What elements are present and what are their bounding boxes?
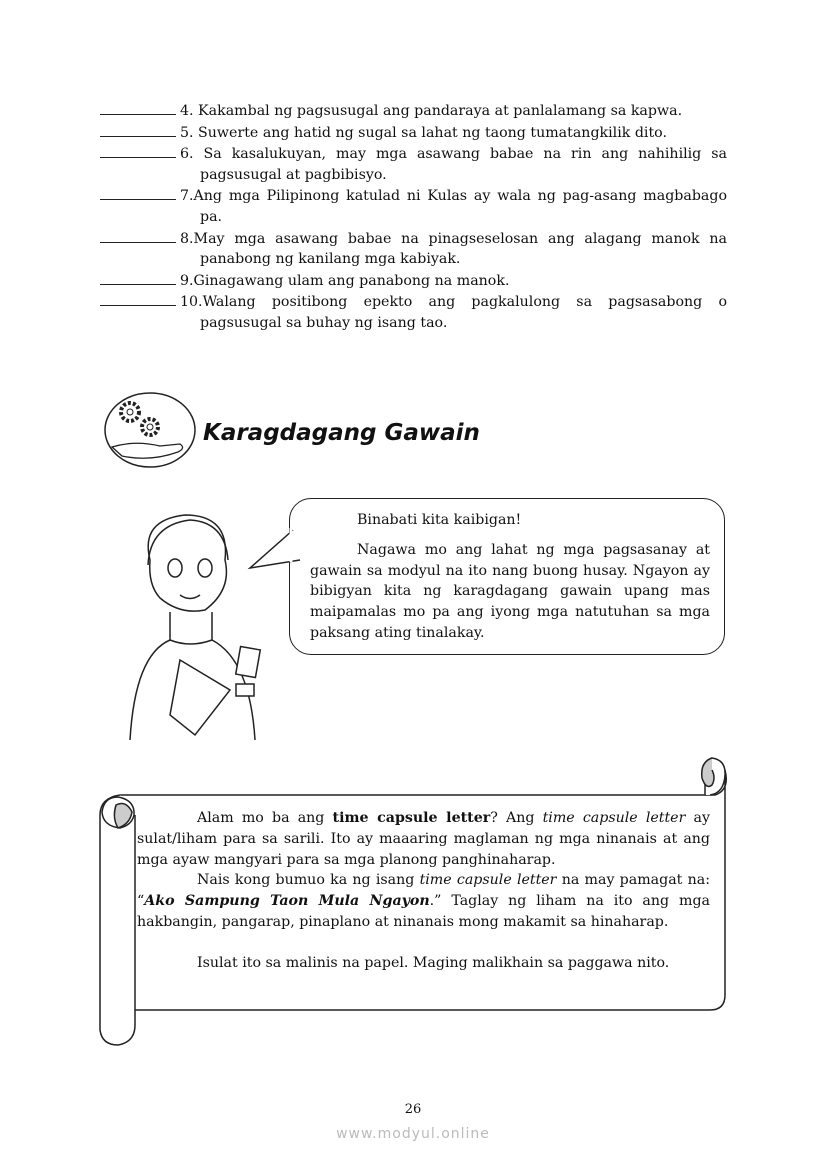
section-title: Karagdagang Gawain: [203, 420, 480, 446]
item-text: 8.May mga asawang babae na pinagseselosan ang alagang manok na panabong ng kanilang mga kabiyak.: [180, 230, 727, 268]
text: .” Taglay ng liham na ito ang mga hakbangin, pangarap, pinaplano at ninanais mong makamit sa hinaharap.: [137, 893, 711, 930]
text: ? Ang: [490, 810, 543, 826]
bubble-body: Nagawa mo ang lahat ng mga pagsasanay at gawain sa modyul na ito nang buong husay. Ngayon ay bibigyan kita ng karagdagang gawain upang mas maipamalas mo pa ang iyong mga natutuhan sa mga paksang ating tinalakay.: [310, 541, 710, 641]
text: na may pamagat na: “: [137, 872, 710, 910]
scroll-paragraph-2: [137, 870, 710, 932]
item-text: 7.Ang mga Pilipinong katulad ni Kulas ay wala ng pag-asang magbabago pa.: [180, 188, 727, 225]
watermark: www.modyul.online: [336, 1126, 490, 1142]
item-text: 5. Suwerte ang hatid ng sugal sa lahat ng taong tumatangkilik dito.: [180, 124, 667, 141]
greeting: Binabati kita kaibigan!: [357, 512, 522, 528]
page-number: 26: [404, 1102, 422, 1117]
text: ay sulat/liham para sa sarili. Ito ay maaaring maglaman ng mga ninanais at ang mga ayaw mangyari para sa mga planong panghinaharap.: [137, 810, 710, 868]
item-text: 6. Sa kasalukuyan, may mga asawang babae na rin ang nahihilig sa pagsusugal at pagbibisyo.: [180, 146, 727, 183]
bold-term: time capsule letter: [332, 810, 491, 826]
item-text: 10.Walang positibong epekto ang pagkalulong sa pagsasabong o pagsusugal sa buhay ng isang tao.: [180, 294, 727, 331]
speech-bubble-text: [310, 510, 710, 644]
scroll-paragraph-3: Isulat ito sa malinis na papel. Maging malikhain sa paggawa nito.: [197, 954, 670, 971]
item-text: 4. Kakambal ng pagsusugal ang pandaraya at panlalamang sa kapwa.: [180, 103, 683, 119]
italic-term: time capsule letter: [542, 810, 686, 826]
letter-title: Ako Sampung Taon Mula Ngayon: [144, 893, 430, 910]
text: Nais kong bumuo ka ng isang: [197, 872, 420, 889]
italic-term: time capsule letter: [419, 872, 557, 889]
scroll-paragraph-1: [137, 808, 710, 870]
scroll-content: [137, 808, 710, 974]
text: Alam mo ba ang: [197, 810, 333, 826]
item-text: 9.Ginagawang ulam ang panabong na manok.: [180, 272, 510, 289]
